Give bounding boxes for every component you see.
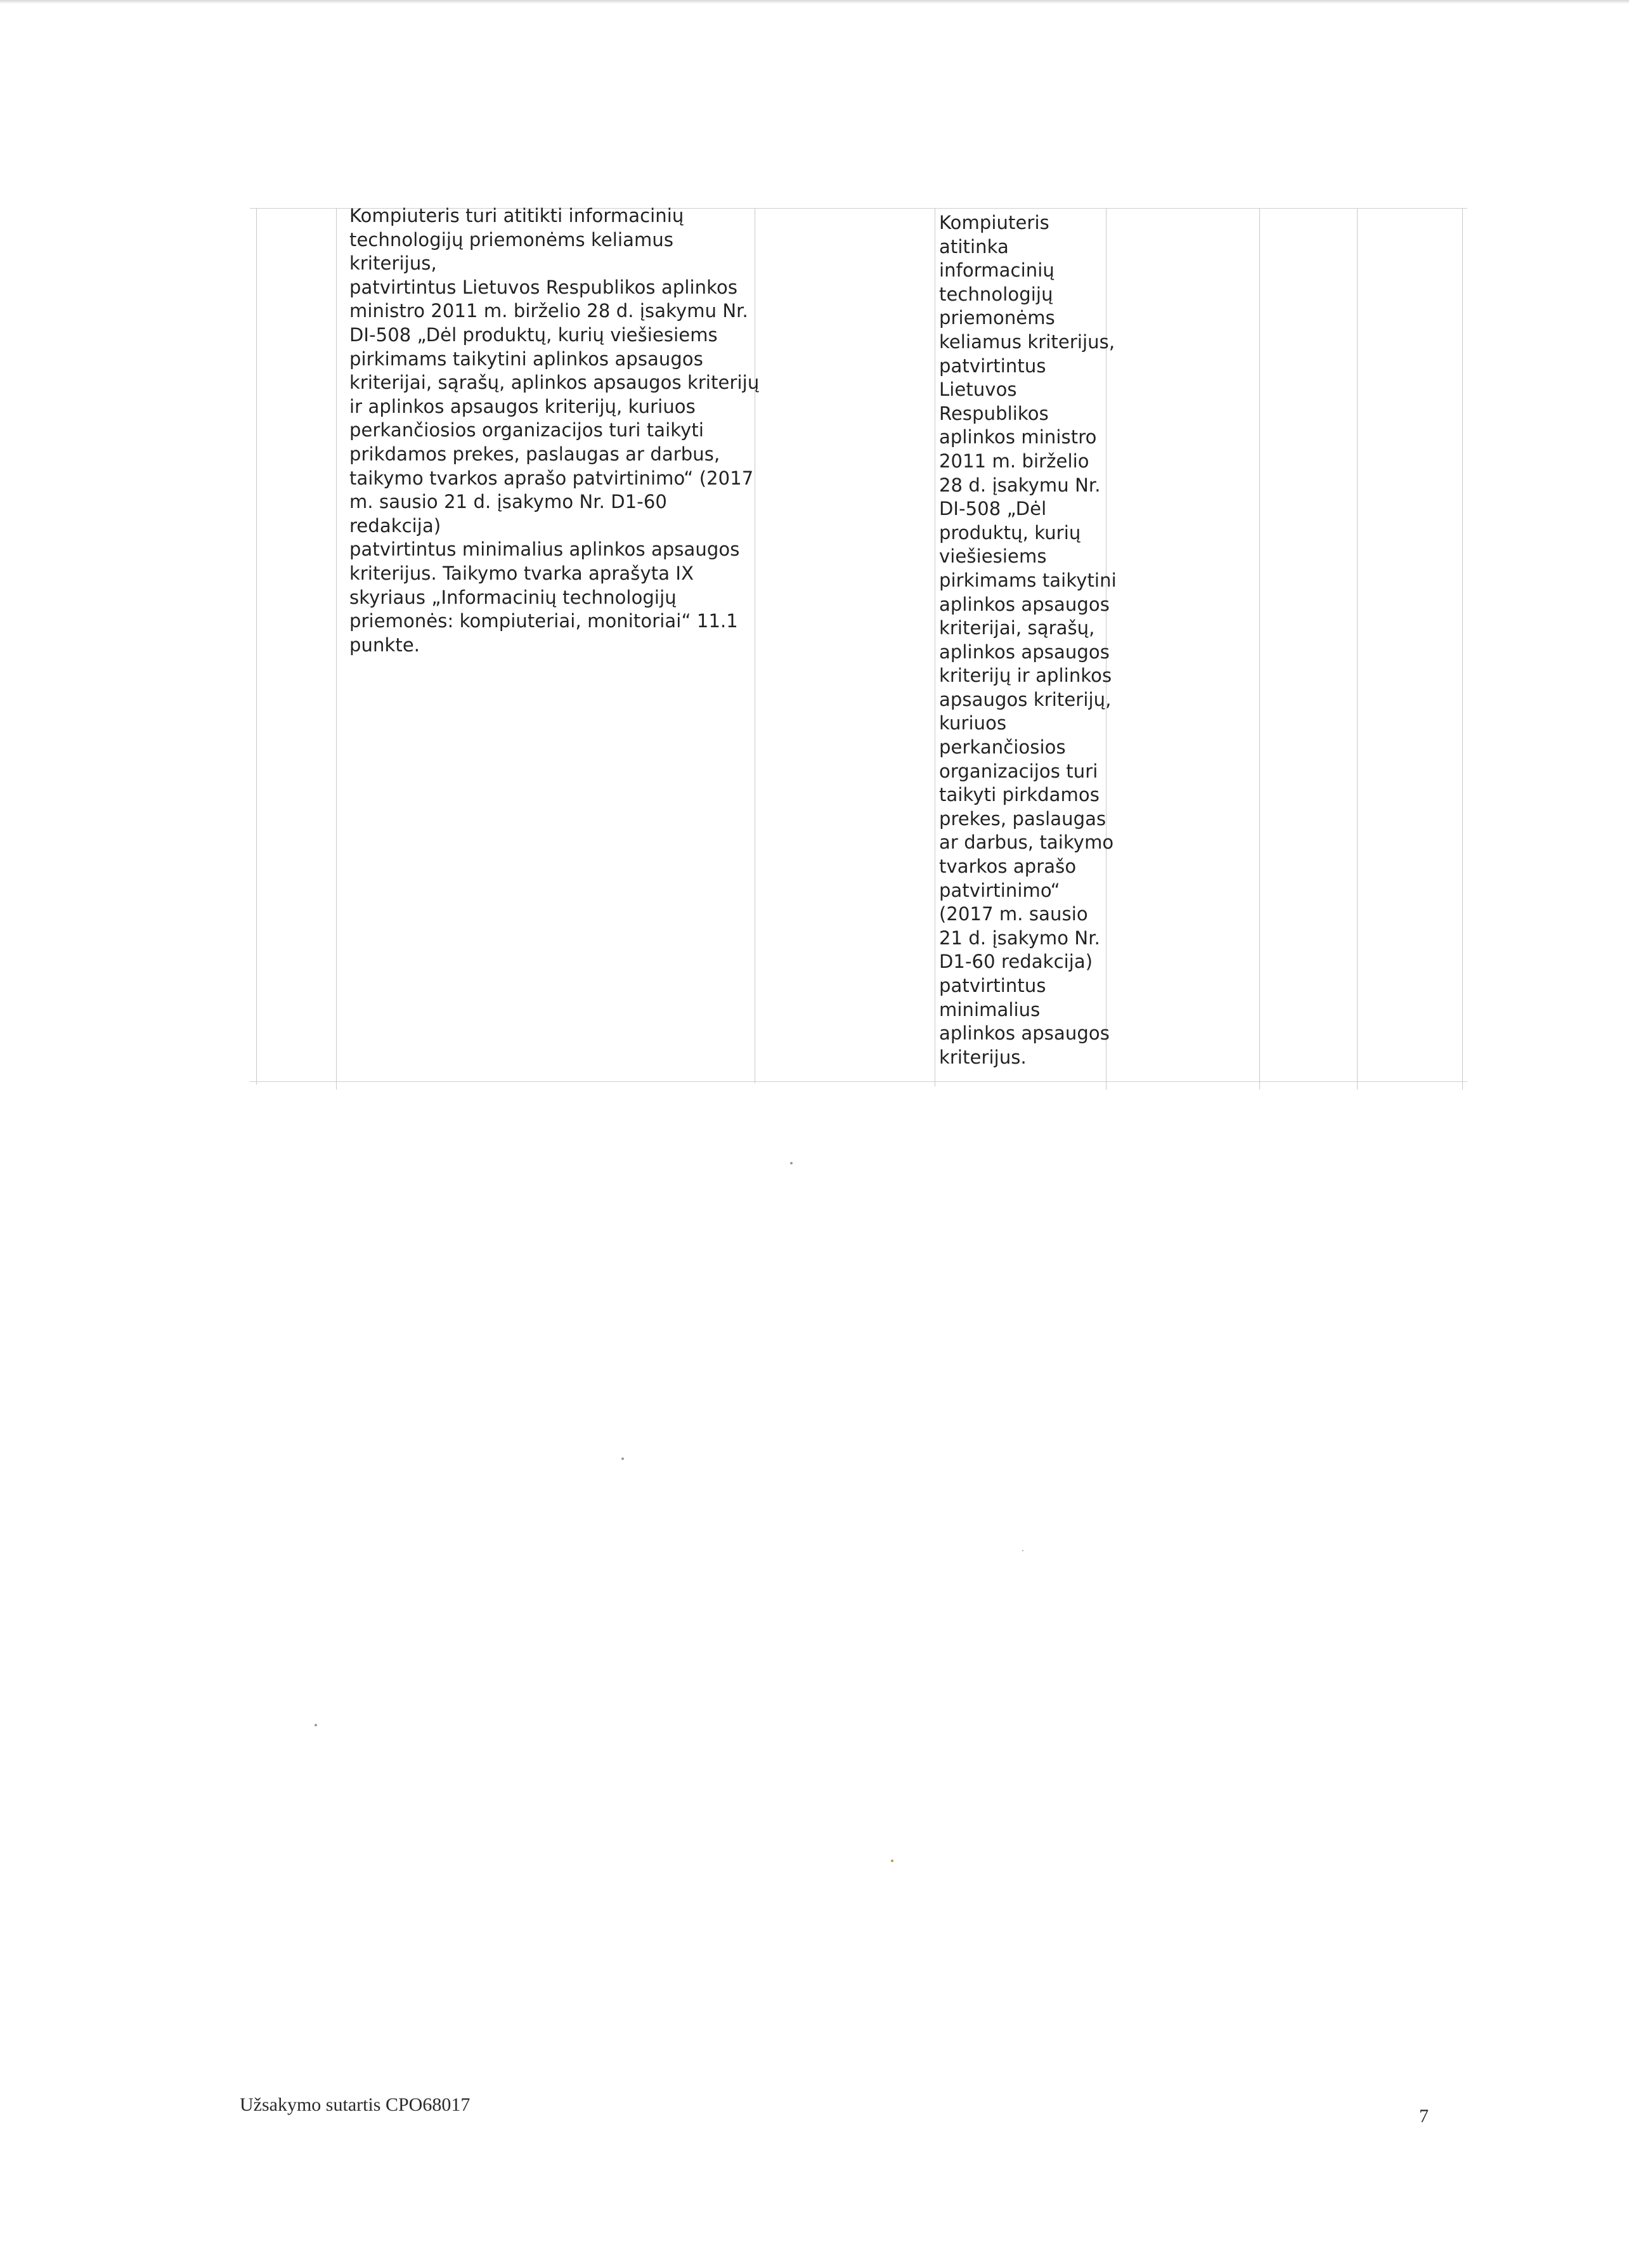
scan-speck [891,1860,893,1862]
table-column-rule [336,208,337,1090]
scan-edge [0,0,1629,4]
requirement-cell: Kompiuteris turi atitikti informacinių technologijų priemonėms keliamus kriterijus, patvirtintus Lietuvos Respublikos aplinkos ministro 2011 m. birželio 28 d. įsakymu Nr. DI-508 „Dėl produktų, kurių viešiesiems pirkimams taikytini aplinkos apsaugos kriterijai, sąrašų, aplinkos apsaugos kriterijų ir aplinkos apsaugos kriterijų, kuriuos perkančiosios organizacijos turi taikyti prikdamos prekes, paslaugas ar darbus, taikymo tvarkos aprašo patvirtinimo“ (2017 m. sausio 21 d. įsakymo Nr. D1-60 redakcija) patvirtintus minimalius aplinkos apsaugos kriterijus. Taikymo tvarka aprašyta IX skyriaus „Informacinių technologijų priemonės: kompiuteriai, monitoriai“ 11.1 punkte. [349,205,760,656]
scan-speck [1022,1550,1023,1551]
scan-speck [790,1162,793,1164]
table-bottom-rule [250,1081,1467,1082]
table-column-rule [1259,208,1260,1090]
table-column-rule [256,208,257,1085]
offer-cell: Kompiuteris atitinka informacinių technologijų priemonėms keliamus kriterijus, patvirtintus Lietuvos Respublikos aplinkos ministro 2011 m. birželio 28 d. įsakymu Nr. DI-508 „Dėl produktų, kurių viešiesiems pirkimams taikytini aplinkos apsaugos kriterijai, sąrašų, aplinkos apsaugos kriterijų ir aplinkos apsaugos kriterijų, kuriuos perkančiosios organizacijos turi taikyti pirkdamos prekes, paslaugas ar darbus, taikymo tvarkos aprašo patvirtinimo“ (2017 m. sausio 21 d. įsakymo Nr. D1-60 redakcija) patvirtintus minimalius aplinkos apsaugos kriterijus. [939,212,1117,1068]
table-column-rule [1462,208,1463,1090]
scan-speck [315,1724,317,1726]
scan-speck [621,1457,624,1460]
page-number: 7 [1419,2106,1429,2127]
footer-document-title: Užsakymo sutartis CPO68017 [240,2094,471,2115]
table-column-rule [1357,208,1358,1090]
